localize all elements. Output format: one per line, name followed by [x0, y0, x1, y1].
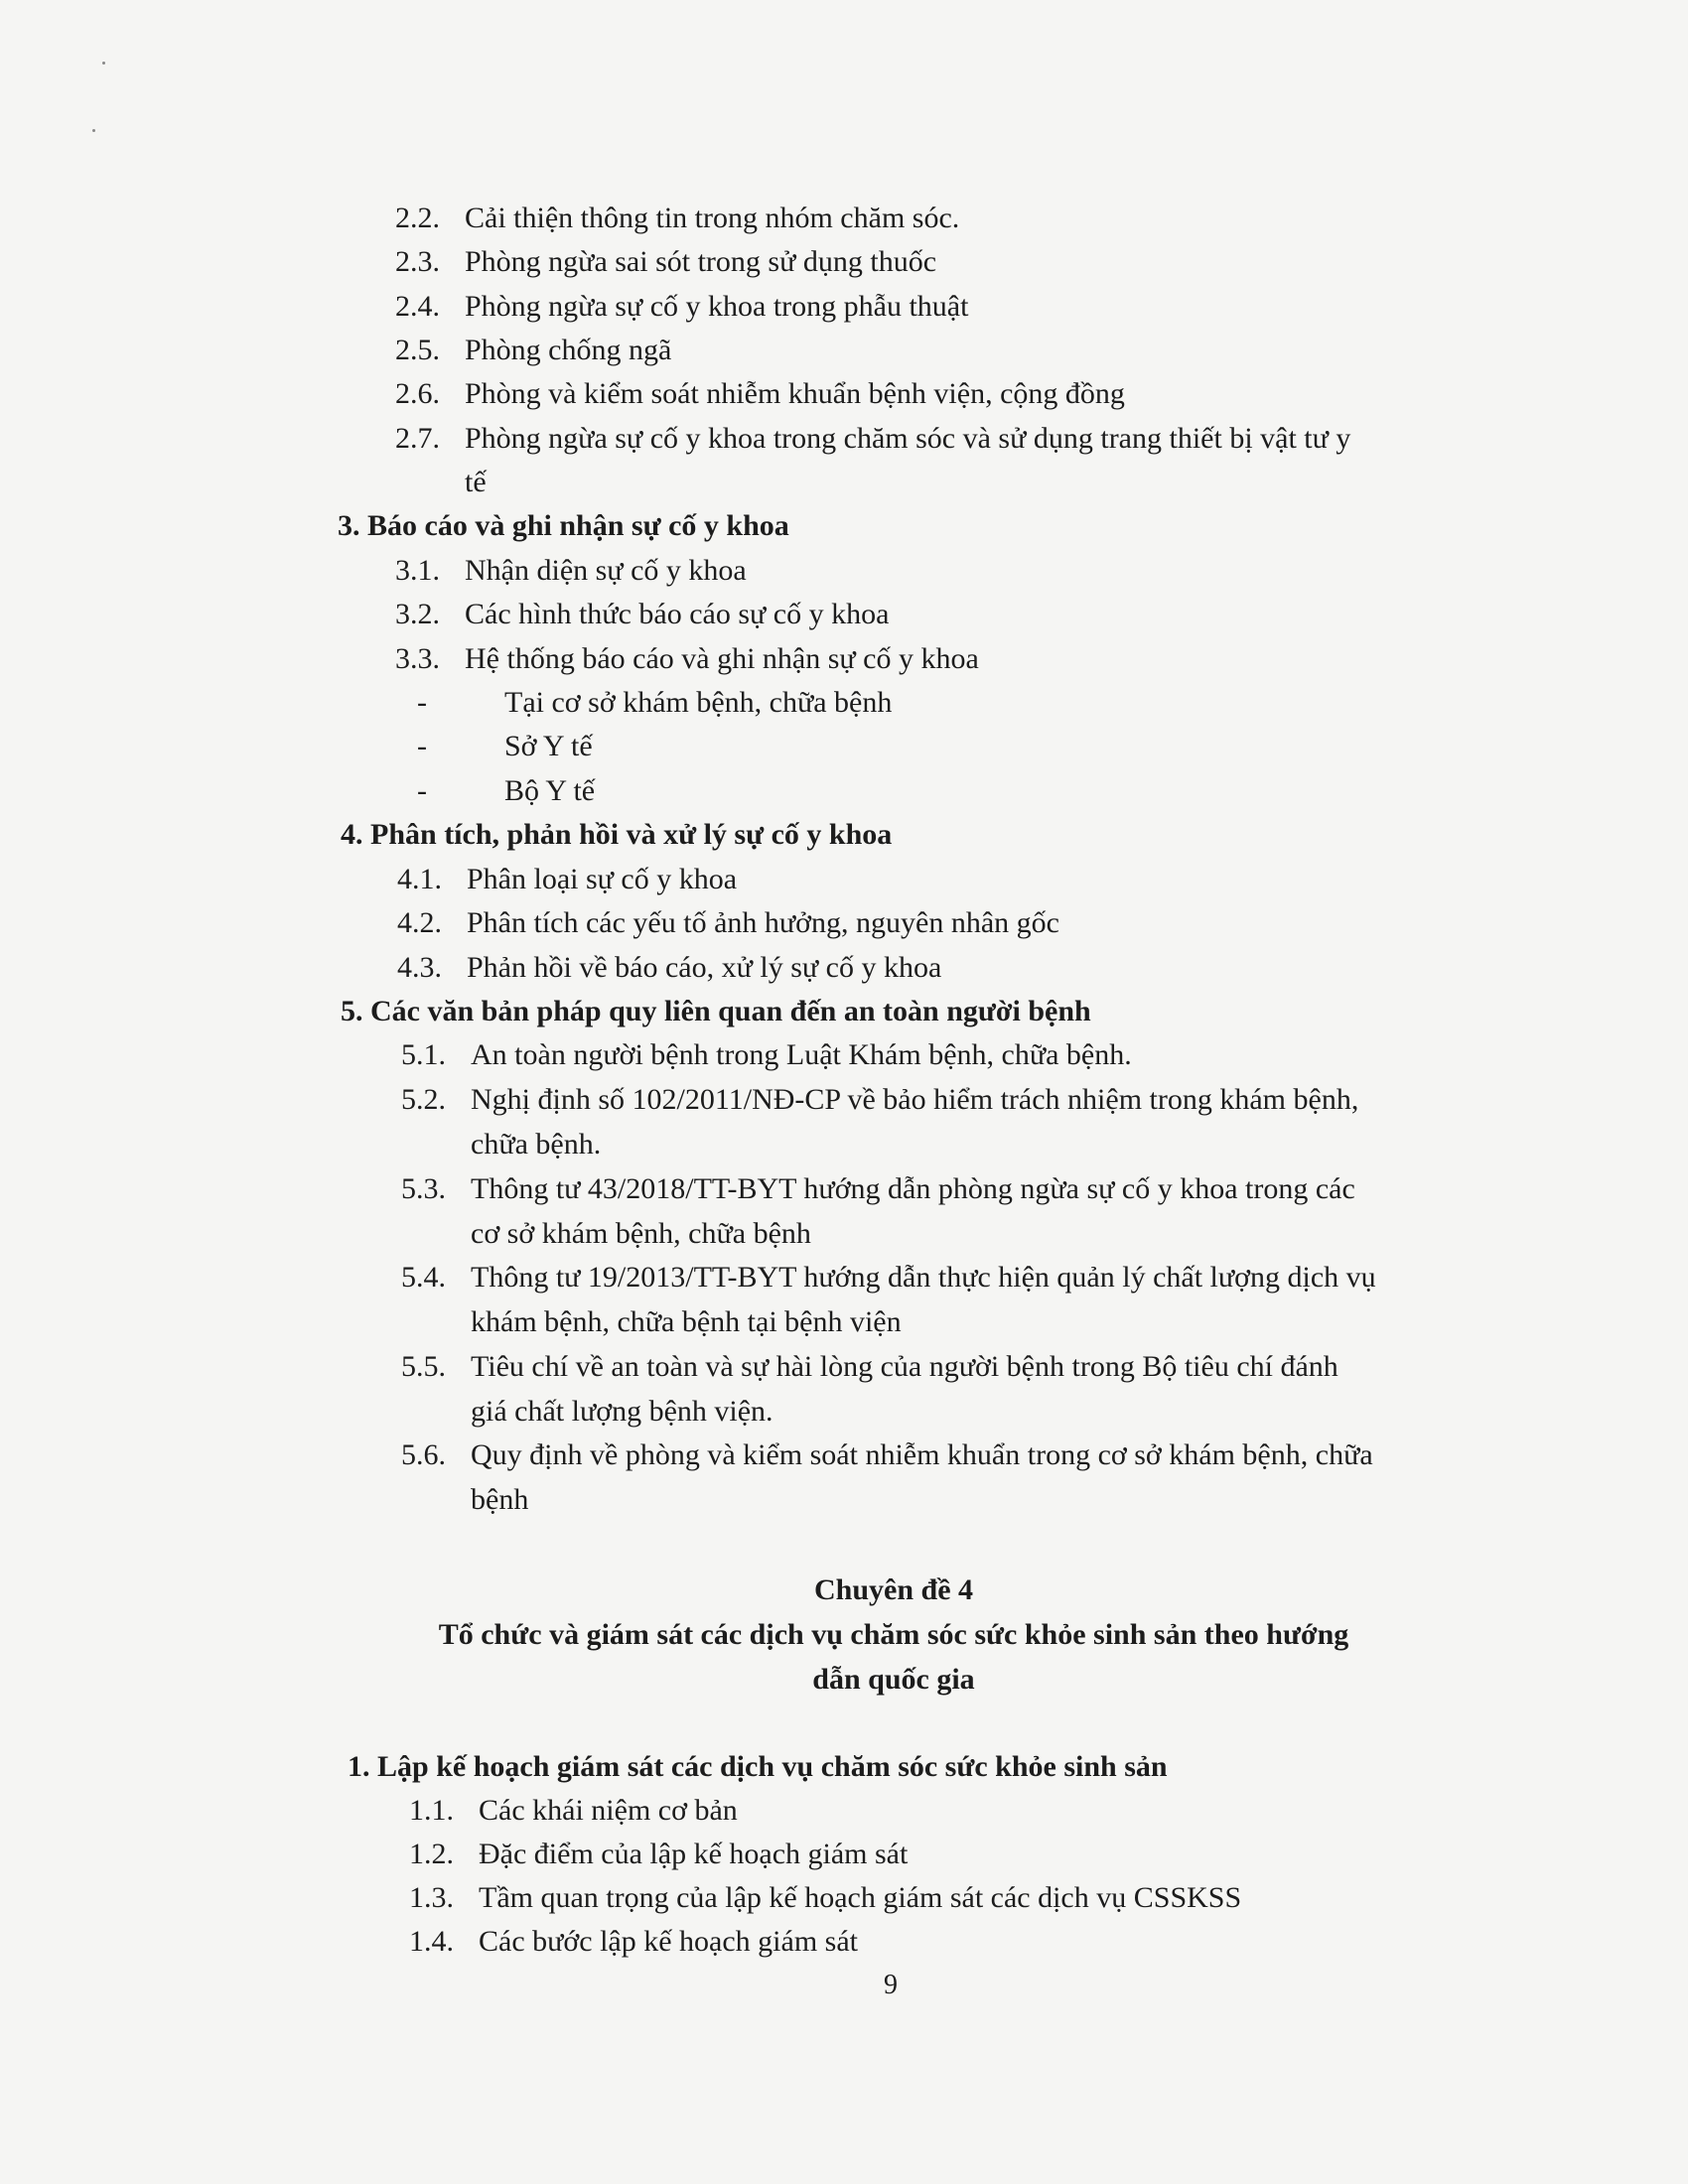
item-text: Các hình thức báo cáo sự cố y khoa	[465, 598, 890, 630]
item-text: Quy định về phòng và kiểm soát nhiễm khuẩn trong cơ sở khám bệnh, chữa	[471, 1438, 1373, 1471]
item-text: Nghị định số 102/2011/NĐ-CP về bảo hiểm trách nhiệm trong khám bệnh,	[471, 1083, 1359, 1116]
item-text: An toàn người bệnh trong Luật Khám bệnh, chữa bệnh.	[471, 1038, 1132, 1071]
item-text-continued: giá chất lượng bệnh viện.	[471, 1395, 774, 1428]
item-number: 3.1.	[395, 554, 440, 587]
item-text: Phòng ngừa sự cố y khoa trong chăm sóc và sử dụng trang thiết bị vật tư y	[465, 422, 1351, 455]
item-number: 2.2.	[395, 202, 440, 234]
item-number: 4.1.	[397, 863, 442, 895]
dash-bullet: -	[417, 686, 427, 719]
item-text: Phòng ngừa sai sót trong sử dụng thuốc	[465, 245, 937, 278]
item-number: 5.4.	[401, 1261, 446, 1294]
item-text-continued: bệnh	[471, 1483, 529, 1516]
item-text: Phòng chống ngã	[465, 334, 672, 366]
item-text: Phòng và kiểm soát nhiễm khuẩn bệnh viện, cộng đồng	[465, 377, 1125, 410]
item-text: Phân loại sự cố y khoa	[467, 863, 738, 895]
item-text: Đặc điểm của lập kế hoạch giám sát	[479, 1838, 909, 1870]
item-number: 1.3.	[409, 1881, 454, 1914]
dash-bullet: -	[417, 730, 427, 762]
dash-item-text: Tại cơ sở khám bệnh, chữa bệnh	[504, 686, 893, 719]
item-text-continued: chữa bệnh.	[471, 1128, 602, 1160]
item-text: Các bước lập kế hoạch giám sát	[479, 1925, 858, 1958]
topic-title: Tổ chức và giám sát các dịch vụ chăm sóc sức khỏe sinh sản theo hướng	[438, 1618, 1349, 1651]
dash-item-text: Bộ Y tế	[504, 774, 596, 807]
item-number: 5.5.	[401, 1350, 446, 1383]
item-number: 1.1.	[409, 1794, 454, 1827]
item-number: 5.3.	[401, 1172, 446, 1205]
item-text-continued: tế	[465, 466, 487, 498]
item-number: 2.6.	[395, 377, 440, 410]
item-text: Hệ thống báo cáo và ghi nhận sự cố y khoa	[465, 642, 979, 675]
section-heading: 1. Lập kế hoạch giám sát các dịch vụ chăm sóc sức khỏe sinh sản	[348, 1750, 1168, 1783]
item-number: 3.2.	[395, 598, 440, 630]
item-text: Các khái niệm cơ bản	[479, 1794, 738, 1827]
item-number: 5.6.	[401, 1438, 446, 1471]
item-text-continued: khám bệnh, chữa bệnh tại bệnh viện	[471, 1305, 902, 1338]
item-number: 2.5.	[395, 334, 440, 366]
item-number: 1.2.	[409, 1838, 454, 1870]
item-text-continued: cơ sở khám bệnh, chữa bệnh	[471, 1217, 811, 1250]
scan-speck	[92, 129, 95, 132]
topic-label: Chuyên đề 4	[813, 1573, 974, 1606]
item-number: 2.7.	[395, 422, 440, 455]
dash-bullet: -	[417, 774, 427, 807]
item-text: Tiêu chí về an toàn và sự hài lòng của người bệnh trong Bộ tiêu chí đánh	[471, 1350, 1338, 1383]
item-number: 5.2.	[401, 1083, 446, 1116]
item-number: 4.3.	[397, 951, 442, 984]
item-text: Cải thiện thông tin trong nhóm chăm sóc.	[465, 202, 960, 234]
section-heading: 4. Phân tích, phản hồi và xử lý sự cố y khoa	[341, 818, 893, 851]
item-text: Nhận diện sự cố y khoa	[465, 554, 747, 587]
item-text: Thông tư 19/2013/TT-BYT hướng dẫn thực hiện quản lý chất lượng dịch vụ	[471, 1261, 1376, 1294]
item-number: 1.4.	[409, 1925, 454, 1958]
item-text: Phòng ngừa sự cố y khoa trong phẫu thuật	[465, 290, 969, 323]
topic-title-continued: dẫn quốc gia	[812, 1663, 975, 1696]
scan-speck	[102, 62, 105, 65]
item-number: 3.3.	[395, 642, 440, 675]
item-text: Thông tư 43/2018/TT-BYT hướng dẫn phòng ngừa sự cố y khoa trong các	[471, 1172, 1355, 1205]
item-text: Phản hồi về báo cáo, xử lý sự cố y khoa	[467, 951, 942, 984]
item-text: Phân tích các yếu tố ảnh hưởng, nguyên nhân gốc	[467, 906, 1059, 939]
section-heading: 5. Các văn bản pháp quy liên quan đến an toàn người bệnh	[341, 995, 1091, 1027]
page-number: 9	[884, 1970, 898, 2000]
dash-item-text: Sở Y tế	[504, 730, 593, 762]
item-number: 4.2.	[397, 906, 442, 939]
item-number: 2.3.	[395, 245, 440, 278]
section-heading: 3. Báo cáo và ghi nhận sự cố y khoa	[338, 509, 789, 542]
item-number: 2.4.	[395, 290, 440, 323]
item-text: Tầm quan trọng của lập kế hoạch giám sát các dịch vụ CSSKSS	[479, 1881, 1242, 1914]
item-number: 5.1.	[401, 1038, 446, 1071]
